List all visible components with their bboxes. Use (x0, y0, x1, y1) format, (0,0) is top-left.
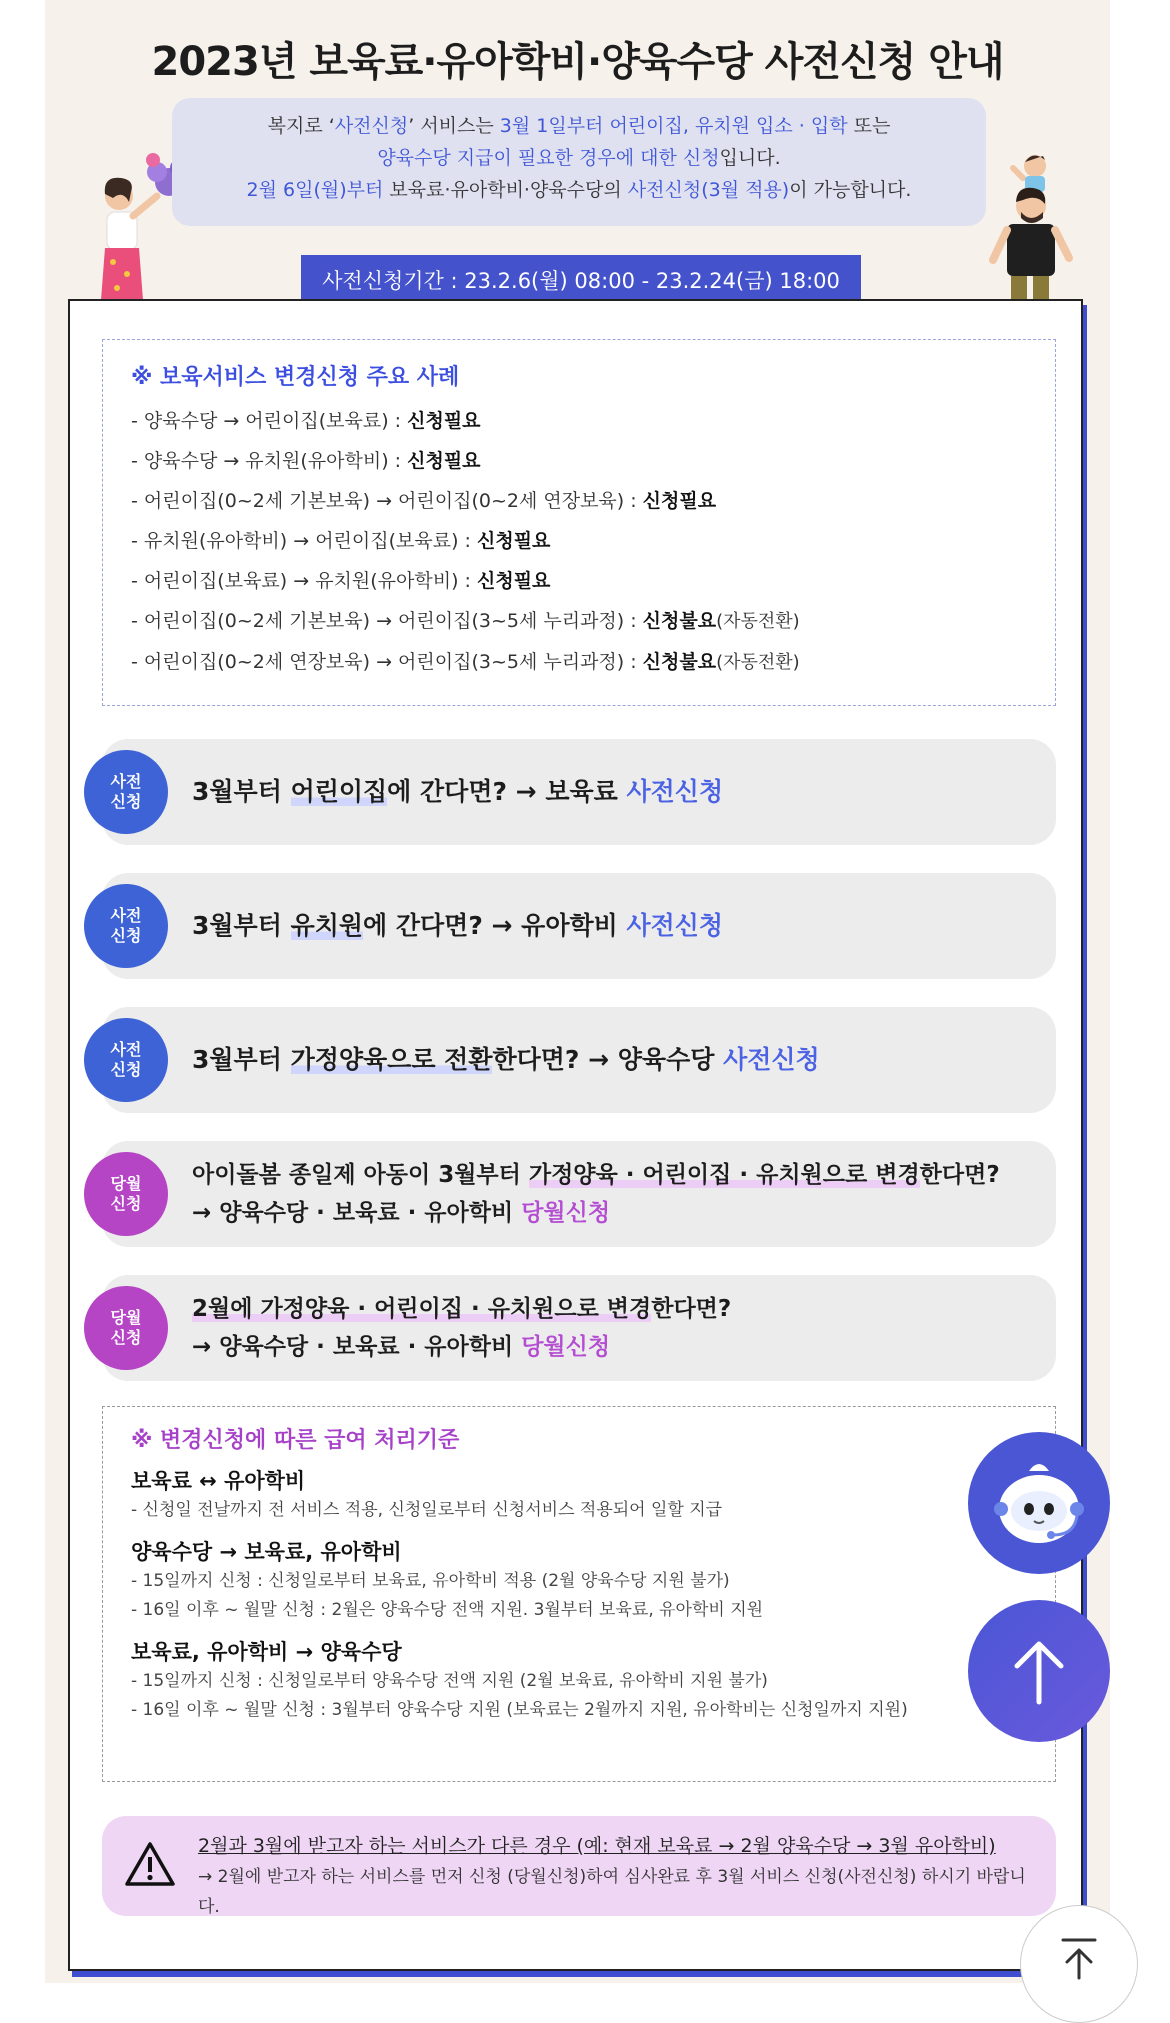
case-text: - 어린이집(0~2세 기본보육) → 어린이집(3~5세 누리과정) : (131, 610, 643, 632)
badge-text: 신청 (110, 1328, 142, 1347)
scenario-part: 한다면? → 양육수당 (492, 1045, 724, 1074)
scenario-action: 사전신청 (626, 911, 724, 940)
notice-line-3 (172, 174, 986, 206)
warning-box (102, 1816, 1056, 1916)
notice-text: 입니다. (719, 147, 781, 169)
scenario-part: 아이돌봄 종일제 아동이 3월부터 (192, 1162, 529, 1188)
scroll-up-arrow-icon (1009, 1636, 1069, 1706)
scenario-home-care (102, 1007, 1056, 1113)
scenario-text (192, 1156, 1056, 1194)
notice-text: ’ 서비스는 (408, 115, 500, 137)
notice-line-2 (172, 142, 986, 174)
notice-highlight: 2월 6일(월)부터 (246, 179, 384, 201)
case-item (131, 521, 1027, 561)
scenario-part: 한다면? (651, 1296, 732, 1322)
case-result: 신청필요 (407, 410, 481, 432)
scenario-text (192, 773, 1056, 811)
scenario-action: 당월신청 (521, 1200, 611, 1226)
badge-text: 신청 (110, 1060, 142, 1079)
application-period-banner: 사전신청기간 : 23.2.6(월) 08:00 - 23.2.24(금) 18:00 (301, 255, 861, 307)
case-note: (자동전환) (716, 611, 800, 632)
cases-title: ※ 보육서비스 변경신청 주요 사례 (131, 365, 460, 390)
case-text: - 어린이집(0~2세 기본보육) → 어린이집(0~2세 연장보육) : (131, 490, 643, 512)
scenario-underline: 유치원 (290, 911, 364, 940)
scenario-kindergarten (102, 873, 1056, 979)
criteria-line: - 15일까지 신청 : 신청일로부터 양육수당 전액 지원 (2월 보육료, 유아학비 지원 불가) (131, 1671, 768, 1691)
scenario-text (192, 1041, 1056, 1079)
criteria-heading: 보육료 ↔ 유아학비 (131, 1469, 306, 1493)
case-text: - 양육수당 → 어린이집(보육료) : (131, 410, 408, 432)
notice-text: 이 가능합니다. (789, 179, 912, 201)
benefit-criteria-box (102, 1406, 1056, 1782)
scroll-to-top-icon (1057, 1936, 1101, 1980)
badge-text: 신청 (110, 792, 142, 811)
notice-highlight: 3월 1일부터 어린이집, 유치원 입소 · 입학 (499, 115, 848, 137)
notice-line-1 (172, 110, 986, 142)
scenario-part: 3월부터 (192, 911, 291, 940)
notice-box (172, 98, 986, 226)
badge-text: 신청 (110, 1194, 142, 1213)
change-cases-box (102, 339, 1056, 706)
notice-text: 복지로 ‘ (267, 115, 335, 137)
scenario-text (192, 907, 1056, 945)
case-text: - 어린이집(0~2세 연장보육) → 어린이집(3~5세 누리과정) : (131, 651, 643, 673)
scroll-up-button[interactable] (968, 1600, 1110, 1742)
page-background (45, 0, 1110, 1983)
chatbot-icon (987, 1455, 1091, 1551)
criteria-line: - 16일 이후 ~ 월말 신청 : 2월은 양육수당 전액 지원. 3월부터 보육료, 유아학비 지원 (131, 1600, 764, 1620)
notice-highlight: 사전신청(3월 적용) (627, 179, 790, 201)
case-item (131, 481, 1027, 521)
criteria-heading: 양육수당 → 보육료, 유아학비 (131, 1540, 402, 1564)
scenario-daycare (102, 739, 1056, 845)
case-item (131, 642, 1027, 683)
case-result: 신청필요 (476, 530, 551, 552)
chatbot-button[interactable] (968, 1432, 1110, 1574)
scenario-text (192, 1290, 1056, 1328)
scenario-action: 사전신청 (723, 1045, 820, 1074)
badge-text: 당월 (110, 1174, 142, 1193)
case-result: 신청불요 (642, 610, 717, 632)
scenario-part: → 양육수당 · 보육료 · 유아학비 (192, 1334, 522, 1360)
case-result: 신청불요 (642, 651, 717, 673)
criteria-title: ※ 변경신청에 따른 급여 처리기준 (131, 1428, 460, 1453)
scenario-childcare-service (102, 1141, 1056, 1247)
case-item (131, 601, 1027, 642)
pre-application-badge (88, 1022, 164, 1098)
scenario-part: 3월부터 (192, 1045, 291, 1074)
notice-highlight: 사전신청 (334, 115, 409, 137)
pre-application-badge (88, 754, 164, 830)
scenario-part: 에 간다면? → 보육료 (387, 777, 627, 806)
criteria-heading: 보육료, 유아학비 → 양육수당 (131, 1640, 402, 1664)
scenario-underline: 가정양육 · 어린이집 · 유치원으로 변경 (528, 1162, 920, 1188)
notice-text: 보육료·유아학비·양육수당의 (383, 179, 628, 201)
notice-text: 또는 (847, 115, 891, 137)
case-item (131, 561, 1027, 601)
case-result: 신청필요 (642, 490, 717, 512)
badge-text: 사전 (110, 906, 142, 925)
case-text: - 유치원(유아학비) → 어린이집(보육료) : (131, 530, 477, 552)
pre-application-badge (88, 888, 164, 964)
scenario-underline: 어린이집 (290, 777, 388, 806)
content-card (68, 299, 1083, 1971)
scenario-part: 에 간다면? → 유아학비 (363, 911, 627, 940)
scenario-underline: 가정양육으로 전환 (290, 1045, 493, 1074)
case-text: - 양육수당 → 유치원(유아학비) : (131, 450, 408, 472)
badge-text: 당월 (110, 1308, 142, 1327)
case-note: (자동전환) (716, 652, 800, 673)
badge-text: 신청 (110, 926, 142, 945)
badge-text: 사전 (110, 1040, 142, 1059)
scenario-february-change (102, 1275, 1056, 1381)
warning-line-1: 2월과 3월에 받고자 하는 서비스가 다른 경우 (예: 현재 보육료 → 2월 양육수당 → 3월 유아학비) (198, 1835, 996, 1857)
scenario-part: → 양육수당 · 보육료 · 유아학비 (192, 1200, 522, 1226)
warning-triangle-icon (124, 1840, 176, 1888)
scenario-action: 사전신청 (626, 777, 724, 806)
scenario-part: 한다면? (919, 1162, 1000, 1188)
criteria-line: - 16일 이후 ~ 월말 신청 : 3월부터 양육수당 지원 (보육료는 2월까지 지원, 유아학비는 신청일까지 지원) (131, 1700, 908, 1720)
notice-highlight: 양육수당 지급이 필요한 경우에 대한 신청 (377, 147, 720, 169)
criteria-line: - 신청일 전날까지 전 서비스 적용, 신청일로부터 신청서비스 적용되어 일할 지급 (131, 1500, 723, 1520)
scenario-text (192, 1194, 1056, 1232)
current-month-badge (88, 1290, 164, 1366)
page-title: 2023년 보육료·유아학비·양육수당 사전신청 안내 (151, 39, 1004, 85)
scroll-to-top-button[interactable] (1020, 1905, 1138, 2023)
case-result: 신청필요 (407, 450, 481, 472)
badge-text: 사전 (110, 772, 142, 791)
case-item (131, 401, 1027, 441)
criteria-line: - 15일까지 신청 : 신청일로부터 보육료, 유아학비 적용 (2월 양육수당 지원 불가) (131, 1571, 730, 1591)
current-month-badge (88, 1156, 164, 1232)
warning-line-2: → 2월에 받고자 하는 서비스를 먼저 신청 (당월신청)하여 심사완료 후 3월 서비스 신청(사전신청) 하시기 바랍니다. (198, 1867, 1026, 1917)
case-text: - 어린이집(보육료) → 유치원(유아학비) : (131, 570, 477, 592)
scenario-text (192, 1328, 1056, 1366)
case-result: 신청필요 (476, 570, 551, 592)
scenario-part: 3월부터 (192, 777, 291, 806)
case-item (131, 441, 1027, 481)
scenario-underline: 2월에 가정양육 · 어린이집 · 유치원으로 변경 (192, 1296, 652, 1322)
scenario-action: 당월신청 (521, 1334, 611, 1360)
